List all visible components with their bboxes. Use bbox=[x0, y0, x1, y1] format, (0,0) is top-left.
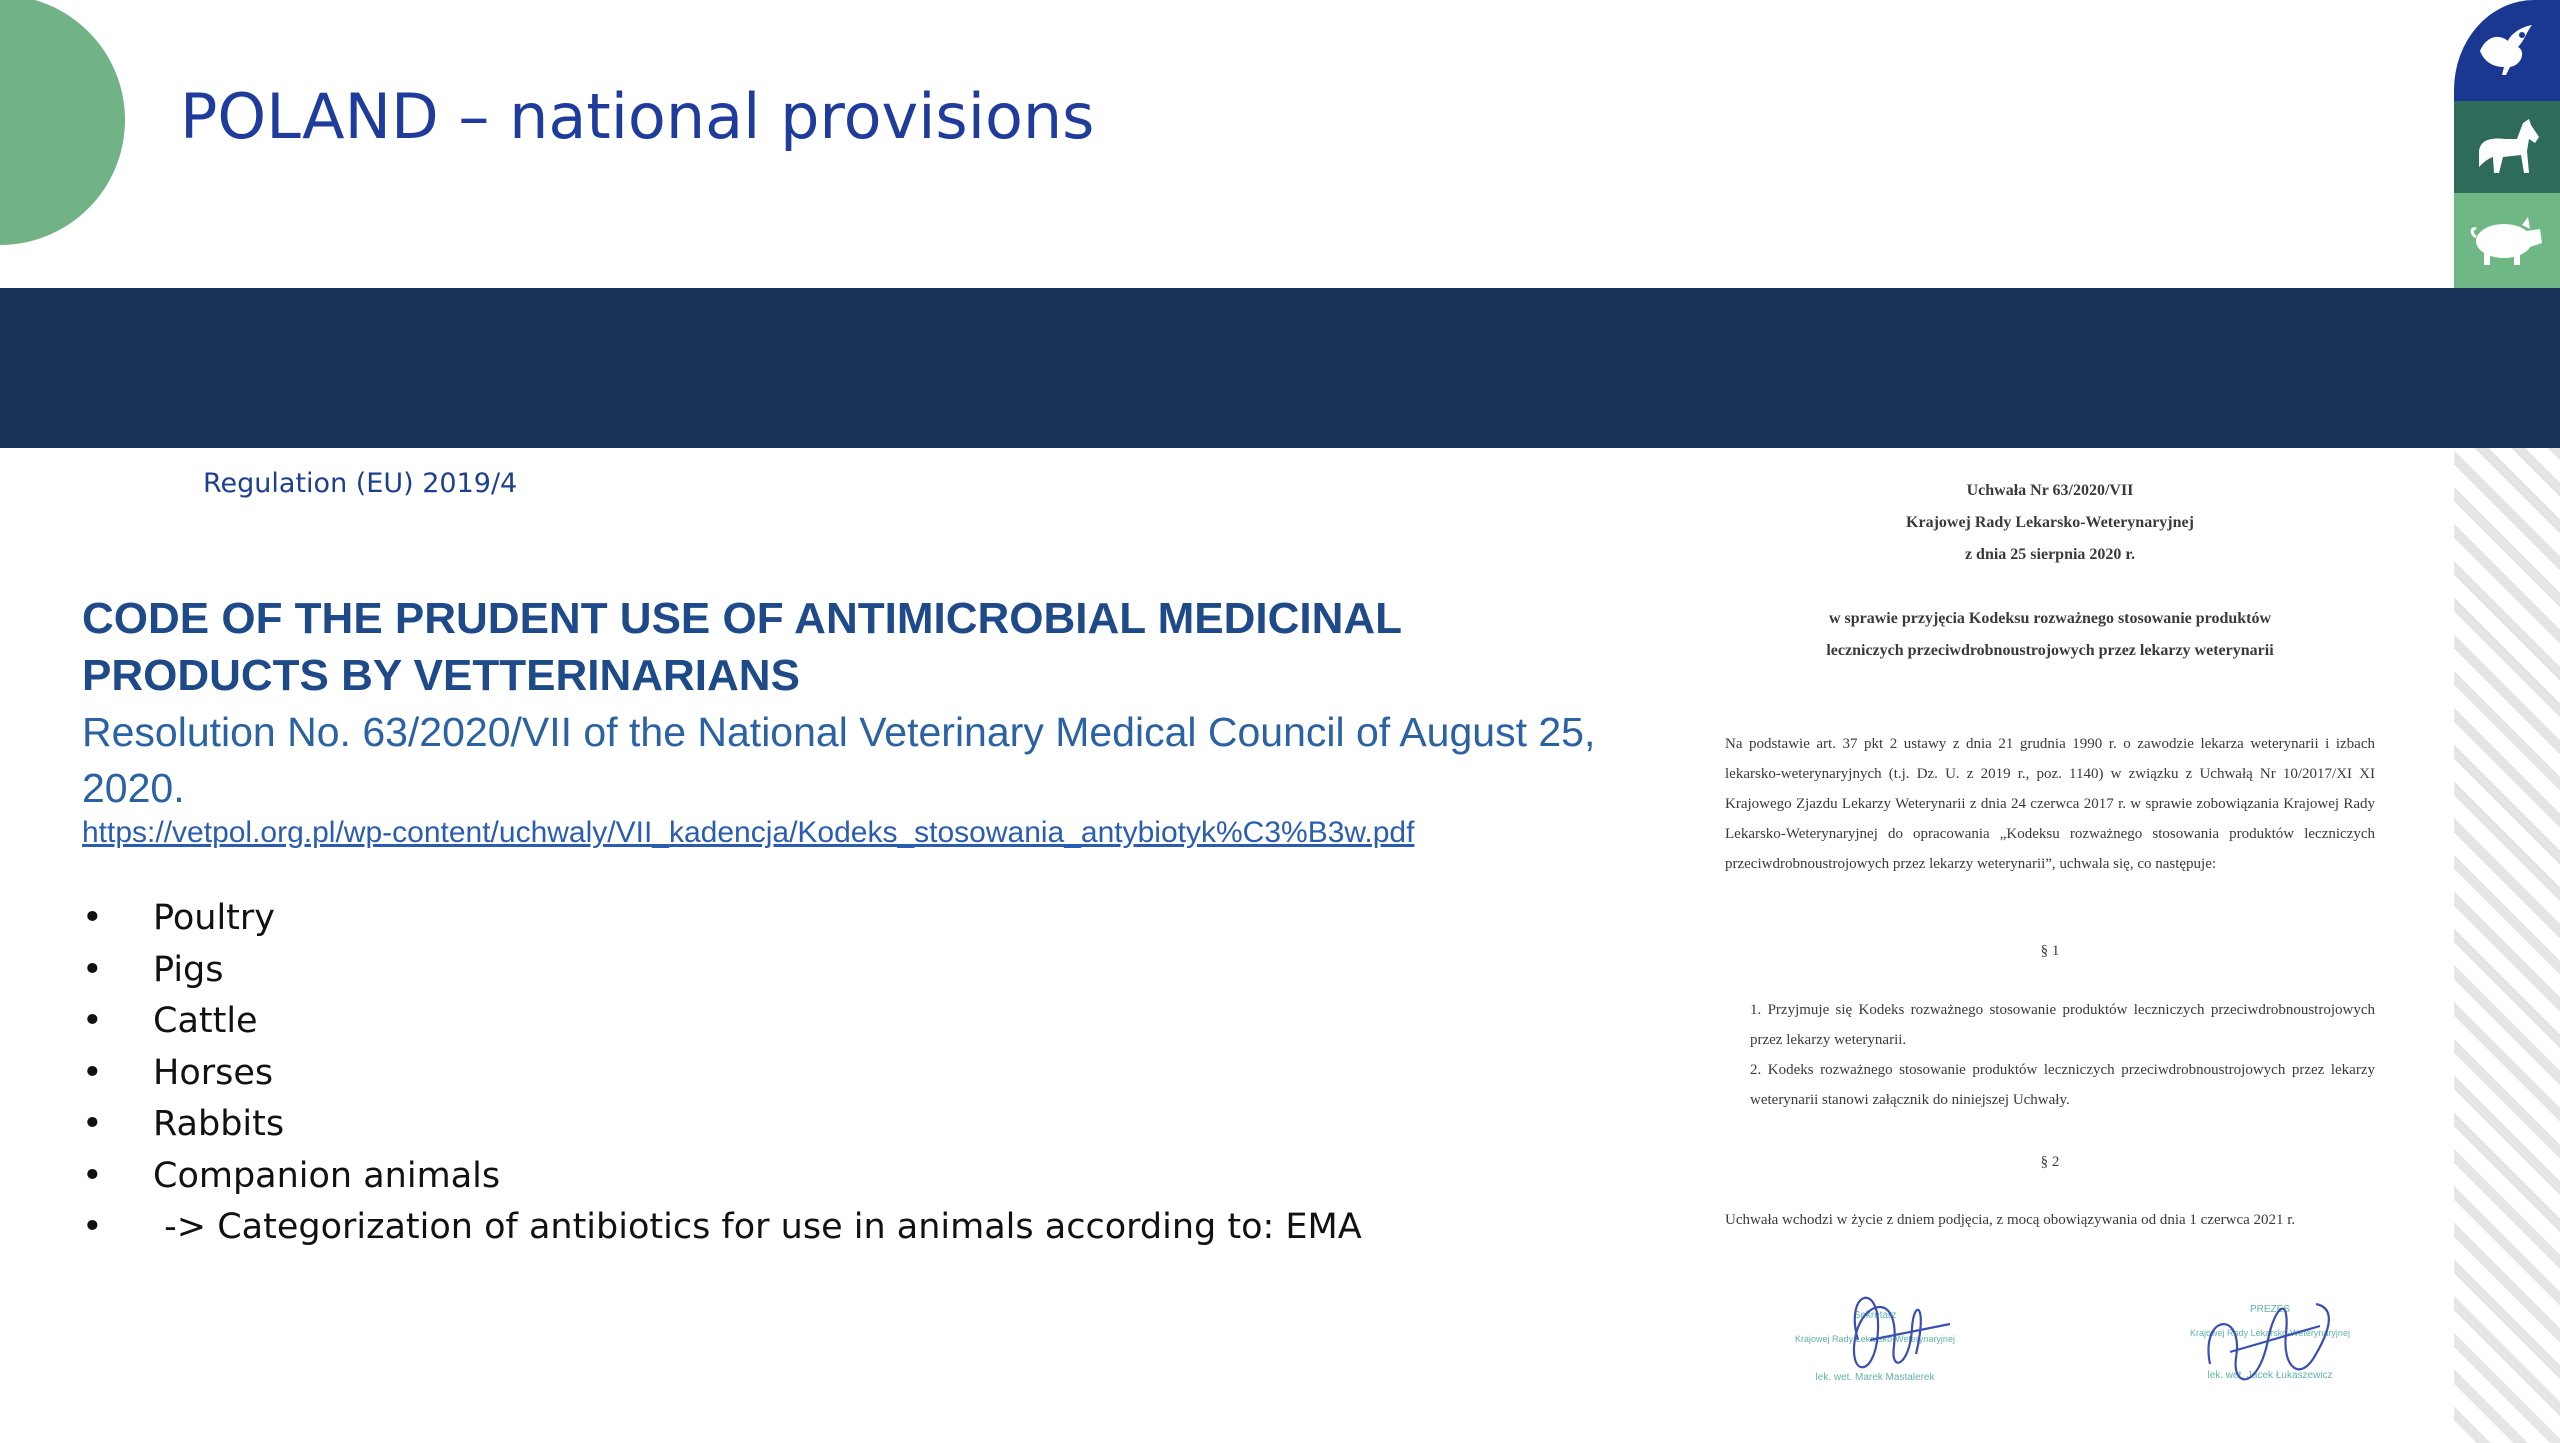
header-band bbox=[0, 288, 2560, 448]
resolution-document-scan bbox=[1700, 470, 2400, 1410]
list-item bbox=[82, 1099, 1362, 1151]
regulation-label: Regulation (EU) 2019/4 bbox=[203, 468, 518, 499]
animal-category-tabs bbox=[2454, 0, 2560, 288]
document-section-1: § 1 bbox=[2040, 943, 2060, 959]
document-item-2: 2. Kodeks rozważnego stosowanie produktów leczniczych przeciwdrobnoustrojowych przez lekarzy weterynarii stanowi załącznik do niniejszej Uchwały. bbox=[1750, 1062, 2375, 1108]
list-item-text: Cattle bbox=[153, 1001, 258, 1041]
list-item bbox=[82, 1048, 1362, 1100]
tab-pigs bbox=[2454, 193, 2560, 288]
slide-title: POLAND – national provisions bbox=[180, 80, 1095, 153]
bullet-icon: • bbox=[82, 949, 103, 990]
document-heading-line: Krajowej Rady Lekarsko-Weterynaryjnej bbox=[1906, 514, 2194, 531]
bullet-icon: • bbox=[82, 1155, 103, 1196]
decorative-stripes bbox=[2454, 448, 2560, 1443]
document-heading-line: Uchwała Nr 63/2020/VII bbox=[1966, 482, 2134, 499]
list-item-text: -> Categorization of antibiotics for use in animals according to: EMA bbox=[153, 1207, 1362, 1247]
svg-text:Sekretarz: Sekretarz bbox=[1853, 1310, 1897, 1321]
document-item-1: 1. Przyjmuje się Kodeks rozważnego stosowanie produktów leczniczych przeciwdrobnoustrojowych przez lekarzy weterynarii. bbox=[1750, 1002, 2375, 1048]
list-item-text: Horses bbox=[153, 1052, 274, 1093]
list-item bbox=[82, 1202, 1362, 1254]
list-item bbox=[82, 1151, 1362, 1203]
bullet-icon: • bbox=[82, 898, 103, 938]
bullet-icon: • bbox=[82, 1052, 103, 1093]
list-item bbox=[82, 996, 1362, 1048]
svg-text:PREZES: PREZES bbox=[2249, 1304, 2291, 1315]
document-subject-line: w sprawie przyjęcia Kodeksu rozważnego stosowanie produktów bbox=[1828, 610, 2272, 627]
document-heading-line: z dnia 25 sierpnia 2020 r. bbox=[1964, 546, 2136, 563]
list-item-text: Rabbits bbox=[153, 1104, 285, 1144]
bullet-icon: • bbox=[82, 1207, 103, 1247]
list-item-text: Pigs bbox=[153, 949, 224, 990]
signature-stamp-left bbox=[1760, 1270, 2000, 1410]
bullet-icon: • bbox=[82, 1001, 103, 1041]
resolution-text: Resolution No. 63/2020/VII of the National Veterinary Medical Council of August 25, 2020. bbox=[82, 709, 1596, 811]
code-title: CODE OF THE PRUDENT USE OF ANTIMICROBIAL MEDICINAL PRODUCTS BY VETTERINARIANS bbox=[82, 594, 1402, 700]
list-item bbox=[82, 945, 1362, 997]
pig-icon bbox=[2468, 213, 2546, 269]
document-closing: Uchwała wchodzi w życie z dniem podjęcia, z mocą obowiązywania od dnia 1 czerwca 2021 r. bbox=[1725, 1212, 2296, 1228]
source-link[interactable]: https://vetpol.org.pl/wp-content/uchwaly/VII_kadencja/Kodeks_stosowania_antybiotyk%C3%B3w.pdf bbox=[82, 816, 1415, 849]
svg-text:Krajowej Rady Lekarsko-Weteryn: Krajowej Rady Lekarsko-Weterynaryjnej bbox=[2190, 1328, 2350, 1338]
bullet-icon: • bbox=[82, 1104, 103, 1144]
tab-horses bbox=[2454, 101, 2560, 193]
signature-right bbox=[2140, 1270, 2380, 1420]
svg-text:Krajowej Rady Lekarsko-Weteryn: Krajowej Rady Lekarsko-Weterynaryjnej bbox=[1795, 1334, 1955, 1344]
horse-icon bbox=[2469, 109, 2545, 185]
tab-poultry bbox=[2454, 0, 2560, 101]
svg-text:lek. wet. Marek Mastalerek: lek. wet. Marek Mastalerek bbox=[1815, 1372, 1935, 1383]
list-item-text: Companion animals bbox=[153, 1155, 501, 1196]
list-item bbox=[82, 893, 1362, 945]
decorative-green-circle bbox=[0, 0, 125, 245]
species-list bbox=[82, 893, 1362, 1254]
document-preamble: Na podstawie art. 37 pkt 2 ustawy z dnia 21 grudnia 1990 r. o zawodzie lekarza weterynarii i izbach lekarsko-weterynaryjnych (t.j. Dz. U. z 2019 r., poz. 1140) w związku z Uchwałą Nr 10/2017/XI XI Krajowego Zjazdu Lekarzy Weterynarii z dnia 24 czerwca 2017 r. w sprawie zobowiązania Krajowej Rady Lekarsko-Weterynaryjnej do opracowania „Kodeksu rozważnego stosowania produktów leczniczych przeciwdrobnoustrojowych przez lekarzy weterynarii”, uchwala się, co następuje: bbox=[1725, 736, 2375, 872]
signature-left bbox=[1760, 1270, 2000, 1420]
list-item-text: Poultry bbox=[153, 898, 276, 938]
document-section-2: § 2 bbox=[2040, 1154, 2060, 1170]
document-subject-line: leczniczych przeciwdrobnoustrojowych przez lekarzy weterynarii bbox=[1826, 642, 2274, 659]
signature-stamp-right bbox=[2140, 1270, 2380, 1410]
bird-icon bbox=[2472, 21, 2542, 81]
svg-text:lek. wet. Jacek Łukaszewicz: lek. wet. Jacek Łukaszewicz bbox=[2207, 1370, 2333, 1381]
